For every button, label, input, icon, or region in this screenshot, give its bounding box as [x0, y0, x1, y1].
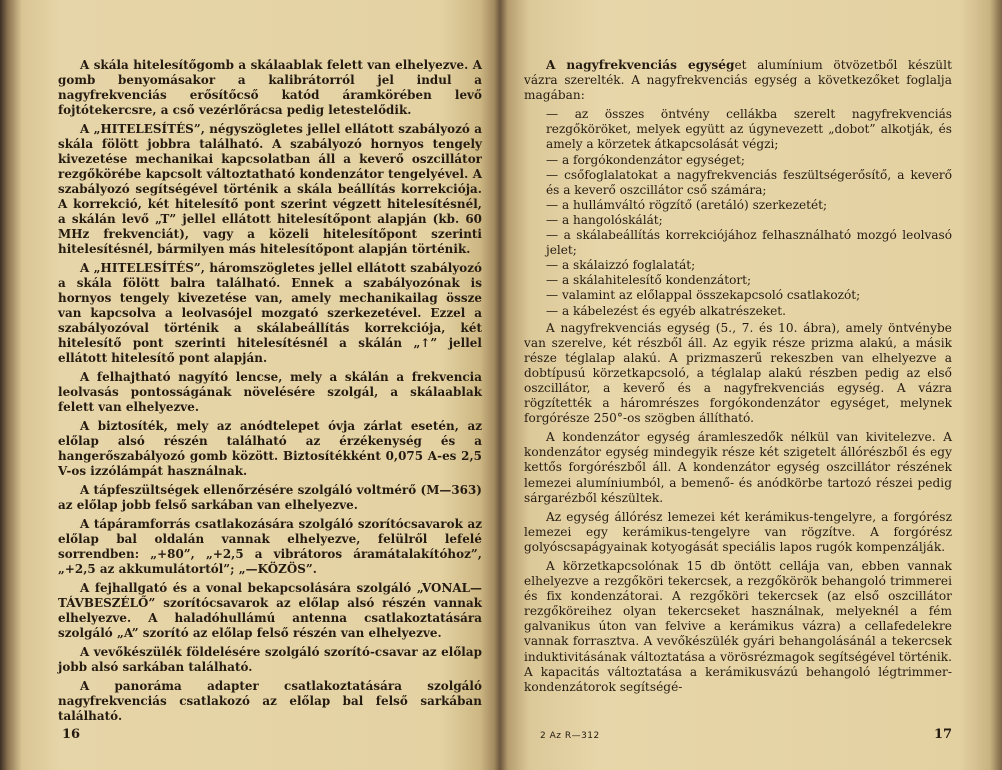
- left-paragraph: A biztosíték, mely az anódtelepet óvja zárlat esetén, az előlap alsó részén található az érzékenység és a hangerőszabályozó gomb között. Biztosítékként 0,075 A-es 2,5 V-os izzólámpát használnak.: [58, 419, 482, 478]
- list-item: — a skálabeállítás korrekciójához felhasználható mozgó leolvasó jelet;: [524, 228, 952, 258]
- list-item: — a hangolóskálát;: [524, 213, 952, 228]
- page-number-right: 17: [934, 727, 953, 742]
- intro-lead: A nagyfrekvenciás egység: [546, 58, 735, 72]
- component-list: [524, 107, 952, 318]
- intro-rest: et alumínium ötvözetből készült vázra szerelték. A nagyfrekvenciás egység a következőket foglalja magában:: [524, 58, 952, 103]
- right-paragraph: A nagyfrekvenciás egység (5., 7. és 10. ábra), amely öntvénybe van szerelve, két részből áll. Az egyik része prizma alakú, a másik része téglalap alakú. A prizmaszerű rekeszben van elhelyezve a dobtípusú körzetkapcsoló, a téglalap alakú részben pedig az első oszcillátor, a keverő és a nagyfrekvenciás egység. A vázra rögzítették a háromrészes forgókondenzátor egységet, melynek forgórésze 250°-os szögben állítható.: [524, 320, 952, 426]
- left-paragraph: A „HITELESÍTÉS”, háromszögletes jellel ellátott szabályozó a skála fölött balra található. Ennek a szabályozónak is hornyos tengely kivezetése van, amely mechanikailag össze van kapcsolva a leolvasójel mozgató szerkezetével. Ezzel a szabályozóval történik a skálabeállítás korrekciója, két hitelesítő pont szerinti hitelesítésnél a skálán „↑” jellel ellátott hitelesítő pont alapján.: [58, 261, 482, 365]
- left-paragraph: A tápáramforrás csatlakozására szolgáló szorítócsavarok az előlap bal oldalán vannak elhelyezve, felülről lefelé sorrendben: „+80”, „+2,5 a vibrátoros áramátalakítóhoz”, „+2,5 az akkumulátortól”; „—KÖZÖS”.: [58, 517, 482, 576]
- right-paragraph: Az egység állórész lemezei két kerámikus-tengelyre, a forgórész lemezei egy kerámikus-tengelyre van rögzítve. A forgórész golyóscsapágyainak kotyogását speciális lapos rugók kompenzálják.: [524, 509, 952, 554]
- list-item: — csőfoglalatokat a nagyfrekvenciás feszültségerősítő, a keverő és a keverő oszcillátor cső számára;: [524, 168, 952, 198]
- left-paragraph: A vevőkészülék földelésére szolgáló szorító-csavar az előlap jobb alsó sarkában található.: [58, 645, 482, 674]
- left-paragraph: A fejhallgató és a vonal bekapcsolására szolgáló „VONAL—TÁVBESZÉLŐ” szorítócsavarok az előlap alsó részén vannak elhelyezve. A haladóhullámú antenna csatlakoztatására szolgáló „A” szorító az előlap felső részén van elhelyezve.: [58, 581, 482, 640]
- list-item: — valamint az előlappal összekapcsoló csatlakozót;: [524, 288, 952, 303]
- list-item: — a skálahitelesítő kondenzátort;: [524, 273, 952, 288]
- list-item: — a hullámváltó rögzítő (aretáló) szerkezetét;: [524, 198, 952, 213]
- list-item: — az összes öntvény cellákba szerelt nagyfrekvenciás rezgőköröket, melyek együtt az úgynevezett „dobot” alkotják, és amely a körzetek átkapcsolását végzi;: [524, 107, 952, 152]
- right-page: [502, 0, 1002, 770]
- left-page: [0, 0, 498, 770]
- printer-signature: 2 Az R—312: [540, 731, 600, 741]
- right-paragraph: A körzetkapcsolónak 15 db öntött cellája van, ebben vannak elhelyezve a rezgőköri tekercsek, a rezgőkörök behangoló trimmerei és fix kondenzátorai. A rezgőköri tekercsek (az első oszcillátor rezgőköreihez olyan tekercseket használnak, melyeknél a fém galvanikus úton van felvive a kerámikus vázra) a cellafedelekre vannak forrasztva. A vevőkészülék gyári behangolásánál a tekercsek induktivitásának változtatása a vörösrézmagok segítségével történik. A kapacitás változtatása a kerámikusvázú behangoló légtrimmer-kondenzátorok segítségé-: [524, 559, 953, 694]
- left-paragraph: A felhajtható nagyító lencse, mely a skálán a frekvencia leolvasás pontosságának növelésére szolgál, a skálaablak felett van elhelyezve.: [58, 370, 482, 414]
- page-number-left: 16: [62, 727, 81, 742]
- intro-paragraph: [524, 58, 952, 103]
- list-item: — a skálaizzó foglalatát;: [524, 258, 952, 273]
- list-item: — a forgókondenzátor egységet;: [524, 153, 952, 168]
- left-paragraph: A panoráma adapter csatlakoztatására szolgáló nagyfrekvenciás csatlakozó az előlap bal felső sarkában található.: [58, 679, 482, 723]
- right-paragraph: A kondenzátor egység áramleszedők nélkül van kivitelezve. A kondenzátor egység mindegyik része két szigetelt állórészből és egy kettős forgórészből áll. A kondenzátor egység oszcillátor részének lemezei alumíniumból, a bemenő- és anódkörbe tartozó részei pedig sárgarézből készültek.: [524, 430, 952, 505]
- left-paragraph: A skála hitelesítőgomb a skálaablak felett van elhelyezve. A gomb benyomásakor a kalibrátorról jel indul a nagyfrekvenciás erősítőcső katód áramkörében levő fojtótekercsre, a cső vezérlőrácsa pedig letestelődik.: [58, 58, 482, 117]
- left-paragraph: A tápfeszültségek ellenőrzésére szolgáló voltmérő (M—363) az előlap jobb felső sarkában van elhelyezve.: [58, 483, 482, 512]
- list-item: — a kábelezést és egyéb alkatrészeket.: [524, 304, 952, 319]
- left-paragraph: A „HITELESÍTÉS”, négyszögletes jellel ellátott szabályozó a skála fölött jobbra található. A szabályozó hornyos tengely kivezetése mechanikai kapcsolatban áll a keverő oszcillátor rezgőkörébe kapcsolt változtatható kondenzátor tengelyével. A szabályozó segítségével történik a skála beállítás korrekciója. A korrekció, két hitelesítő pont szerint végzett hitelesítésnél, a skálán levő „T” jellel ellátott hitelesítőpont alapján (kb. 60 MHz frekvenciát), vagy a közeli hitelesítőpont szerinti hitelesítésnél, bármilyen más hitelesítőpont alapján történik.: [58, 122, 482, 256]
